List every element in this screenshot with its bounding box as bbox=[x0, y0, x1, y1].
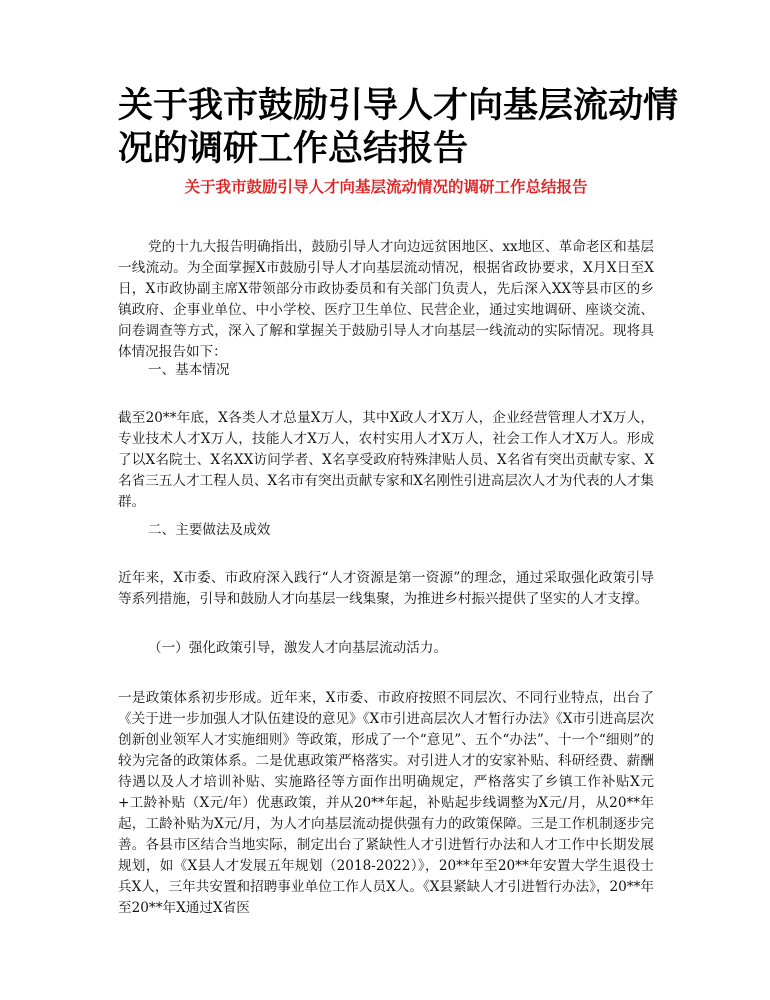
document-title: 关于我市鼓励引导人才向基层流动情况的调研工作总结报告 bbox=[118, 85, 679, 169]
section-heading-basic: 一、基本情况 bbox=[148, 362, 230, 378]
basic-situation-paragraph: 截至20**年底，X各类人才总量X万人，其中X政人才X万人，企业经营管理人才X万人，专业技术人才X万人，技能人才X万人，农村实用人才X万人，社会工作人才X万人。形成了以X名院士、X名XX访问学者、X名享受政府特殊津贴人员、X名省有突出贡献专家、X名省三五人才工程人员、X名市有突出贡献专家和X名刚性引进高层次人才为代表的人才集群。 bbox=[118, 410, 654, 510]
section-heading-measures: 二、主要做法及成效 bbox=[148, 522, 271, 538]
subsection-heading-policy: （一）强化政策引导，激发人才向基层流动活力。 bbox=[148, 640, 448, 656]
intro-paragraph: 党的十九大报告明确指出，鼓励引导人才向边远贫困地区、xx地区、革命老区和基层一线流动。为全面掌握X市鼓励引导人才向基层流动情况，根据省政协要求，X月X日至X日，X市政协副主席X带领部分市政协委员和有关部门负责人，先后深入XX等县市区的乡镇政府、企事业单位、中小学校、医疗卫生单位、民营企业，通过实地调研、座谈交流、问卷调查等方式，深入了解和掌握关于鼓励引导人才向基层一线流动的实际情况。现将具体情况报告如下： bbox=[118, 239, 654, 360]
measures-intro-paragraph: 近年来，X市委、市政府深入践行“人才资源是第一资源”的理念，通过采取强化政策引导等系列措施，引导和鼓励人才向基层一线集聚，为推进乡村振兴提供了坚实的人才支撑。 bbox=[118, 570, 654, 607]
document-subtitle: 关于我市鼓励引导人才向基层流动情况的调研工作总结报告 bbox=[184, 177, 588, 196]
policy-paragraph: 一是政策体系初步形成。近年来，X市委、市政府按照不同层次、不同行业特点，出台了《关于进一步加强人才队伍建设的意见》《X市引进高层次人才暂行办法》《X市引进高层次创新创业领军人才实施细则》等政策，形成了一个“意见”、五个“办法”、十一个“细则”的较为完备的政策体系。二是优惠政策严格落实。对引进人才的安家补贴、科研经费、薪酬待遇以及人才培训补贴、实施路径等方面作出明确规定，严格落实了乡镇工作补贴X元+工龄补贴（X元/年）优惠政策，并从20**年起，补贴起步线调整为X元/月，从20**年起，工龄补贴为X元/月，为人才向基层流动提供强有力的政策保障。三是工作机制逐步完善。各县市区结合当地实际，制定出台了紧缺性人才引进暂行办法和人才工作中长期发展规划，如《X县人才发展五年规划（2018-2022）》，20**年至20**年安置大学生退役士兵X人，三年共安置和招聘事业单位工作人员X人。《X县紧缺人才引进暂行办法》，20**年至20**年X通过X省医 bbox=[118, 690, 654, 916]
